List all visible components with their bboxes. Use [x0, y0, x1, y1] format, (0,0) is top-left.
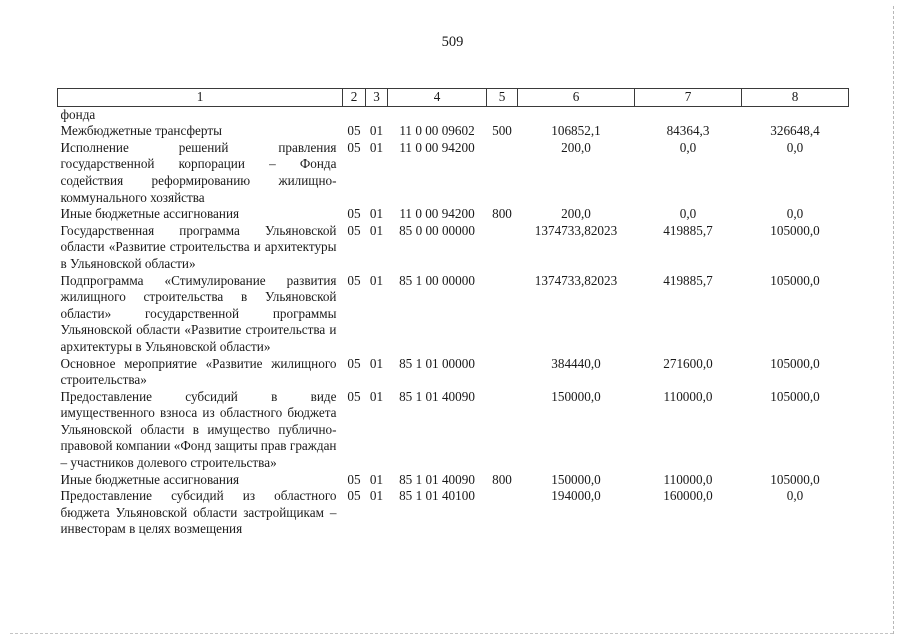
amount-col-6: 1374733,82023 — [534, 222, 618, 238]
row-name: Предоставление субсидий в виде имущественного взноса из областного бюджета Ульяновской области в имущество публично-правовой компании «Фонд защиты прав граждан – участников долевого строительства» — [60, 388, 337, 471]
expense-type-code — [487, 488, 518, 538]
row-name: Исполнение решений правления государственной корпорации – Фонда содействия реформированию жилищно-коммунального хозяйства — [60, 139, 337, 205]
amount-col-6: 1374733,82023 — [534, 272, 618, 288]
budget-table — [57, 88, 849, 538]
section-code — [343, 106, 366, 123]
table-row — [58, 106, 849, 123]
row-name: Предоставление субсидий из областного бюджета Ульяновской области застройщикам – инвесторам в целях возмещения — [60, 488, 337, 537]
section-code: 05 — [347, 206, 361, 222]
amount-col-8: 105000,0 — [770, 355, 820, 371]
amount-col-7: 110000,0 — [663, 471, 713, 487]
expense-type-code — [487, 356, 518, 389]
subsection-code: 01 — [369, 222, 384, 238]
expense-type-code: 500 — [492, 123, 512, 139]
section-code: 05 — [347, 222, 361, 238]
amount-col-6: 200,0 — [561, 139, 591, 155]
amount-col-8 — [742, 106, 849, 123]
subsection-code: 01 — [369, 272, 384, 288]
expense-type-code — [487, 389, 518, 472]
column-header: 8 — [742, 89, 849, 107]
table-row — [58, 273, 849, 356]
amount-col-8: 0,0 — [786, 488, 804, 504]
amount-col-7: 0,0 — [679, 206, 697, 222]
table-row — [58, 356, 849, 389]
section-code: 05 — [347, 123, 361, 139]
expense-type-code: 800 — [492, 471, 512, 487]
table-row — [58, 472, 849, 489]
amount-col-6: 200,0 — [561, 206, 591, 222]
column-header: 6 — [518, 89, 635, 107]
table-row — [58, 206, 849, 223]
amount-col-8: 0,0 — [786, 139, 804, 155]
amount-col-8: 105000,0 — [770, 222, 820, 238]
target-article-code: 85 1 01 00000 — [399, 355, 475, 371]
section-code: 05 — [347, 272, 361, 288]
amount-col-7: 419885,7 — [663, 222, 713, 238]
target-article-code — [388, 106, 487, 123]
amount-col-7: 419885,7 — [663, 272, 713, 288]
amount-col-6: 194000,0 — [551, 488, 601, 504]
amount-col-7 — [635, 106, 742, 123]
column-number-header-row — [58, 89, 849, 107]
amount-col-7: 160000,0 — [663, 488, 713, 504]
expense-type-code — [487, 140, 518, 206]
subsection-code: 01 — [369, 139, 384, 155]
row-name: Иные бюджетные ассигнования — [60, 206, 240, 222]
table-row — [58, 140, 849, 206]
target-article-code: 85 0 00 00000 — [399, 222, 475, 238]
expense-type-code — [487, 106, 518, 123]
target-article-code: 11 0 00 94200 — [399, 139, 475, 155]
amount-col-6: 384440,0 — [551, 355, 601, 371]
row-name: Подпрограмма «Стимулирование развития жилищного строительства в Ульяновской области» государственной программы Ульяновской области «Развитие строительства и архитектуры в Ульяновской области» — [60, 272, 337, 354]
column-header: 5 — [487, 89, 518, 107]
subsection-code: 01 — [369, 123, 384, 139]
page-number: 509 — [441, 34, 464, 50]
target-article-code: 11 0 00 94200 — [399, 206, 475, 222]
amount-col-8: 105000,0 — [770, 388, 820, 404]
amount-col-6: 150000,0 — [551, 388, 601, 404]
section-code: 05 — [347, 139, 361, 155]
amount-col-7: 0,0 — [679, 139, 697, 155]
subsection-code: 01 — [369, 488, 384, 504]
page-edge-bottom — [10, 633, 893, 634]
row-name: Иные бюджетные ассигнования — [60, 471, 240, 487]
target-article-code: 85 1 01 40100 — [399, 488, 475, 504]
amount-col-7: 271600,0 — [663, 355, 713, 371]
table-row — [58, 123, 849, 140]
subsection-code: 01 — [369, 355, 384, 371]
amount-col-7: 110000,0 — [663, 388, 713, 404]
target-article-code: 85 1 01 40090 — [399, 471, 475, 487]
amount-col-8: 105000,0 — [770, 272, 820, 288]
amount-col-7: 84364,3 — [666, 123, 710, 139]
table-row — [58, 223, 849, 273]
row-name: Государственная программа Ульяновской области «Развитие строительства и архитектуры в Ульяновской области» — [60, 222, 337, 271]
subsection-code: 01 — [369, 388, 384, 404]
amount-col-6: 150000,0 — [551, 471, 601, 487]
expense-type-code — [487, 273, 518, 356]
row-name: Основное мероприятие «Развитие жилищного строительства» — [60, 355, 337, 388]
target-article-code: 85 1 01 40090 — [399, 388, 475, 404]
expense-type-code: 800 — [492, 206, 512, 222]
column-header: 7 — [635, 89, 742, 107]
page-edge-right — [893, 6, 894, 634]
section-code: 05 — [347, 471, 361, 487]
subsection-code: 01 — [369, 206, 384, 222]
row-name: Межбюджетные трансферты — [60, 123, 222, 139]
column-header: 3 — [366, 89, 388, 107]
expense-type-code — [487, 223, 518, 273]
amount-col-6 — [518, 106, 635, 123]
amount-col-8: 326648,4 — [770, 123, 820, 139]
row-name: фонда — [60, 106, 96, 122]
section-code: 05 — [347, 488, 361, 504]
subsection-code: 01 — [369, 471, 384, 487]
column-header: 1 — [58, 89, 343, 107]
table-row — [58, 488, 849, 538]
amount-col-8: 0,0 — [786, 206, 804, 222]
amount-col-8: 105000,0 — [770, 471, 820, 487]
table-row — [58, 389, 849, 472]
target-article-code: 85 1 00 00000 — [399, 272, 475, 288]
section-code: 05 — [347, 388, 361, 404]
subsection-code — [366, 106, 388, 123]
amount-col-6: 106852,1 — [551, 123, 601, 139]
column-header: 2 — [343, 89, 366, 107]
column-header: 4 — [388, 89, 487, 107]
section-code: 05 — [347, 355, 361, 371]
target-article-code: 11 0 00 09602 — [399, 123, 475, 139]
